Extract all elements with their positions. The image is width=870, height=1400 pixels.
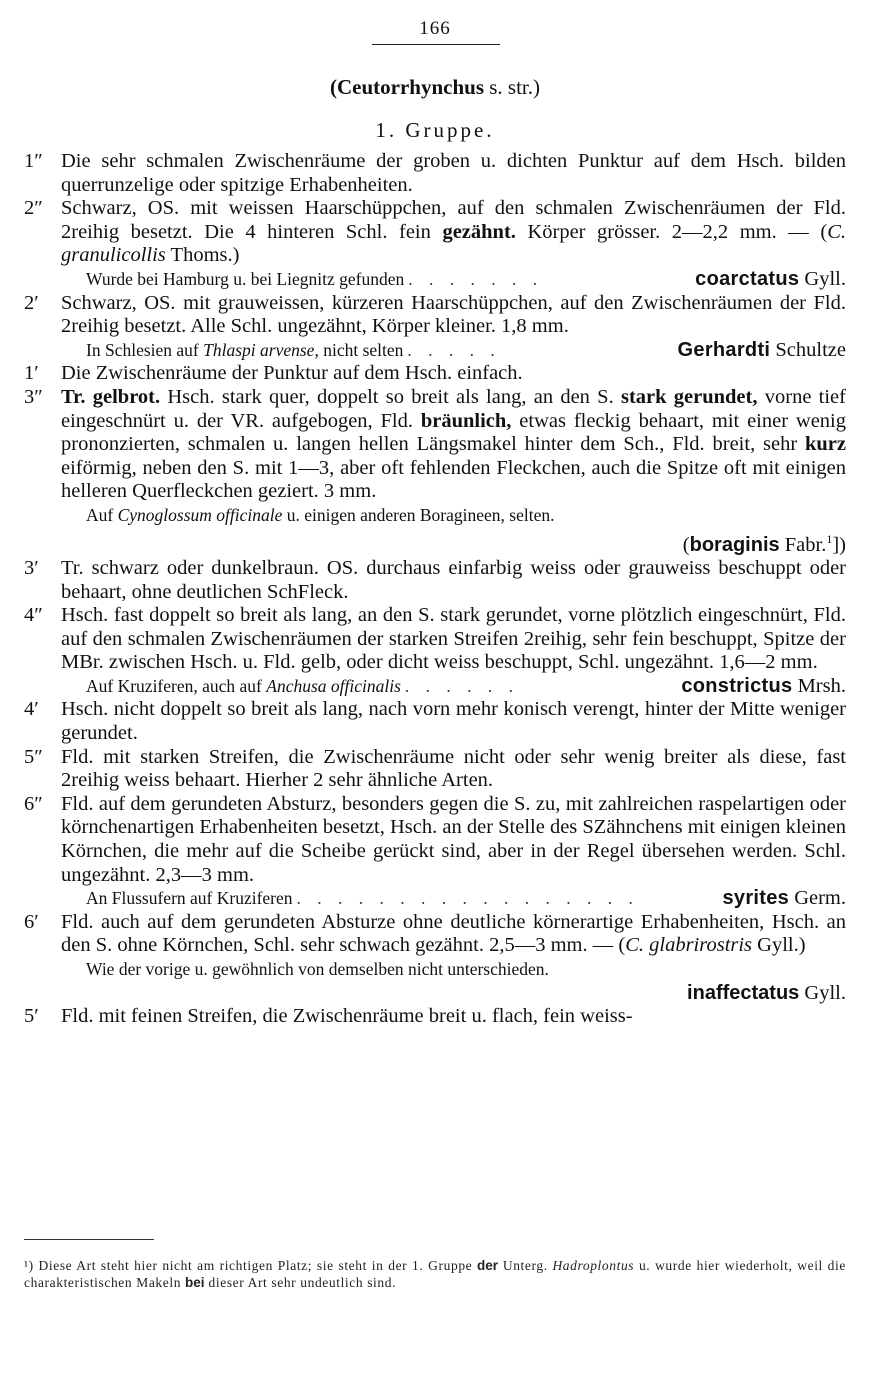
couplet-number: 4″ — [24, 604, 43, 627]
section-title — [0, 75, 870, 100]
couplet-text: Schwarz, OS. mit grauweissen, kürzeren Haarschüppchen, auf den Zwischenräumen der Fld. 2reihig besetzt. Alle Schl. ungezähnt, Körper kleiner. 1,8 mm. — [61, 291, 846, 338]
footnote-rule — [24, 1239, 154, 1240]
couplet-number: 1″ — [24, 150, 43, 172]
couplet-text: Hsch. fast doppelt so breit als lang, an den S. stark gerundet, vorne plötzlich eingeschnürt, Fld. auf den schmalen Zwischenräumen der starken Streifen 2reihig, sehr fein beschuppt, Spitze der MBr. zwischen Hsch. u. Fld. gelb, oder dicht weiss beschuppt, Schl. ungezähnt. 1,6—2 mm. — [61, 604, 846, 674]
key-couplet — [24, 793, 846, 887]
couplet-number: 2′ — [24, 291, 39, 314]
key-entries — [24, 150, 846, 1029]
habitat-text: Auf Kruziferen, auch auf Anchusa officinalis — [86, 675, 401, 696]
couplet-text: Die sehr schmalen Zwischenräume der groben u. dichten Punktur auf dem Hsch. bilden querrunzelige oder spitzige Erhabenheiten. — [61, 150, 846, 196]
species-name: (boraginis Fabr.$^1$]) — [682, 531, 846, 556]
habitat-text: In Schlesien auf Thlaspi arvense, nicht selten — [86, 339, 404, 360]
genus-name: (Ceutorrhynchus — [329, 75, 484, 99]
couplet-number: 3″ — [24, 385, 43, 408]
couplet-text: Fld. auch auf dem gerundeten Absturze ohne deutliche körnerartige Erhabenheiten, Hsch. an den S. ohne Körnchen, Schl. sehr schwach gezähnt. 2,5—3 mm. — (C. glabrirostris Gyll.) — [61, 910, 846, 957]
key-couplet — [24, 197, 846, 268]
key-couplet — [24, 292, 846, 339]
group-heading: 1. Gruppe. — [375, 118, 495, 142]
leader-dots: . . . . . . . — [408, 268, 544, 289]
habitat-line: Wie der vorige u. gewöhnlich von demselben nicht unterschieden. — [86, 959, 549, 980]
key-couplet — [24, 362, 846, 386]
key-couplet — [24, 911, 846, 958]
species-name: coarctatus Gyll. — [695, 267, 846, 290]
key-couplet — [24, 386, 846, 504]
species-name: inaffectatus Gyll. — [687, 981, 846, 1004]
couplet-text: Fld. auf dem gerundeten Absturz, besonders gegen die S. zu, mit zahlreichen raspelartigen oder körnchenartigen Erhabenheiten besetzt, Hsch. an der Stelle des SZähnchens mit einigen kleinen Körnchen, die mehr auf die Scheibe gerückt sind, aber in der Regel übersehen werden. Schl. ungezähnt. 2,3—3 mm. — [61, 792, 846, 886]
couplet-number: 5′ — [24, 1005, 39, 1028]
footnote: ¹) Diese Art steht hier nicht am richtigen Platz; sie steht in der 1. Gruppe der Unterg. Hadroplontus u. wurde hier wiederholt, weil die charakteristischen Makeln bei dieser Art sehr undeutlich sind. — [24, 1258, 846, 1290]
habitat-text: Wurde bei Hamburg u. bei Liegnitz gefunden — [86, 268, 405, 289]
habitat-line: Auf Cynoglossum officinale u. einigen anderen Boragineen, selten. — [86, 504, 555, 525]
couplet-number: 6″ — [24, 792, 43, 815]
key-couplet — [24, 604, 846, 675]
leader-dots: . . . . . . — [404, 675, 520, 696]
couplet-number: 6′ — [24, 910, 39, 933]
couplet-text: Schwarz, OS. mit weissen Haarschüppchen, auf den schmalen Zwischenräumen der Fld. 2reihig besetzt. Die 4 hinteren Schl. fein gezähnt. Körper grösser. 2—2,2 mm. — (C. granulicollis Thoms.) — [61, 197, 846, 267]
couplet-text: Tr. schwarz oder dunkelbraun. OS. durchaus einfarbig weiss oder grauweiss beschuppt oder behaart, ohne deutlichen SchFleck. — [61, 556, 846, 603]
couplet-number: 3′ — [24, 556, 39, 579]
couplet-text: Hsch. nicht doppelt so breit als lang, nach vorn mehr konisch verengt, hinter der Mitte weniger gerundet. — [61, 698, 846, 745]
habitat-text: An Flussufern auf Kruziferen — [86, 888, 293, 909]
species-name: Gerhardti Schultze — [677, 338, 846, 361]
subgenus-note: s. str.) — [484, 75, 541, 99]
leader-dots: . . . . . — [407, 339, 501, 360]
couplet-number: 1′ — [24, 362, 39, 385]
key-couplet — [24, 698, 846, 745]
page-number: 166 — [419, 18, 451, 39]
couplet-text: Die Zwischenräume der Punktur auf dem Hsch. einfach. — [61, 362, 523, 385]
couplet-number: 2″ — [24, 197, 43, 220]
habitat-line — [24, 268, 846, 292]
couplet-text: Fld. mit feinen Streifen, die Zwischenräume breit u. flach, fein weiss- — [61, 1005, 633, 1028]
key-couplet — [24, 1005, 846, 1029]
habitat-line — [24, 675, 846, 699]
couplet-text: Fld. mit starken Streifen, die Zwischenräume nicht oder sehr wenig breiter als diese, fast 2reihig weiss behaart. Hierher 2 sehr ähnliche Arten. — [61, 745, 846, 792]
species-name: constrictus Mrsh. — [681, 674, 846, 697]
couplet-text: Tr. gelbrot. Hsch. stark quer, doppelt so breit als lang, an den S. stark gerundet, vorne tief eingeschnürt u. der VR. aufgebogen, Fld. bräunlich, etwas fleckig behaart, mit einer wenig prononzierten, schmalen u. langen hellen Längsmakel hinter dem Sch., Fld. breit, sehr kurz eiförmig, neben den S. mit 1—3, aber oft fehlenden Fleckchen, auch die Spitze oft mit einigen helleren Querfleckchen geziert. 3 mm. — [61, 385, 846, 503]
header-rule — [372, 44, 500, 45]
couplet-number: 5″ — [24, 745, 43, 768]
species-name: syrites Germ. — [722, 887, 846, 910]
couplet-number: 4′ — [24, 698, 39, 721]
key-couplet — [24, 150, 846, 197]
habitat-line — [24, 887, 846, 911]
key-couplet — [24, 557, 846, 604]
habitat-line — [24, 339, 846, 363]
key-couplet — [24, 746, 846, 793]
leader-dots: . . . . . . . . . . . . . . . . . — [296, 888, 639, 909]
